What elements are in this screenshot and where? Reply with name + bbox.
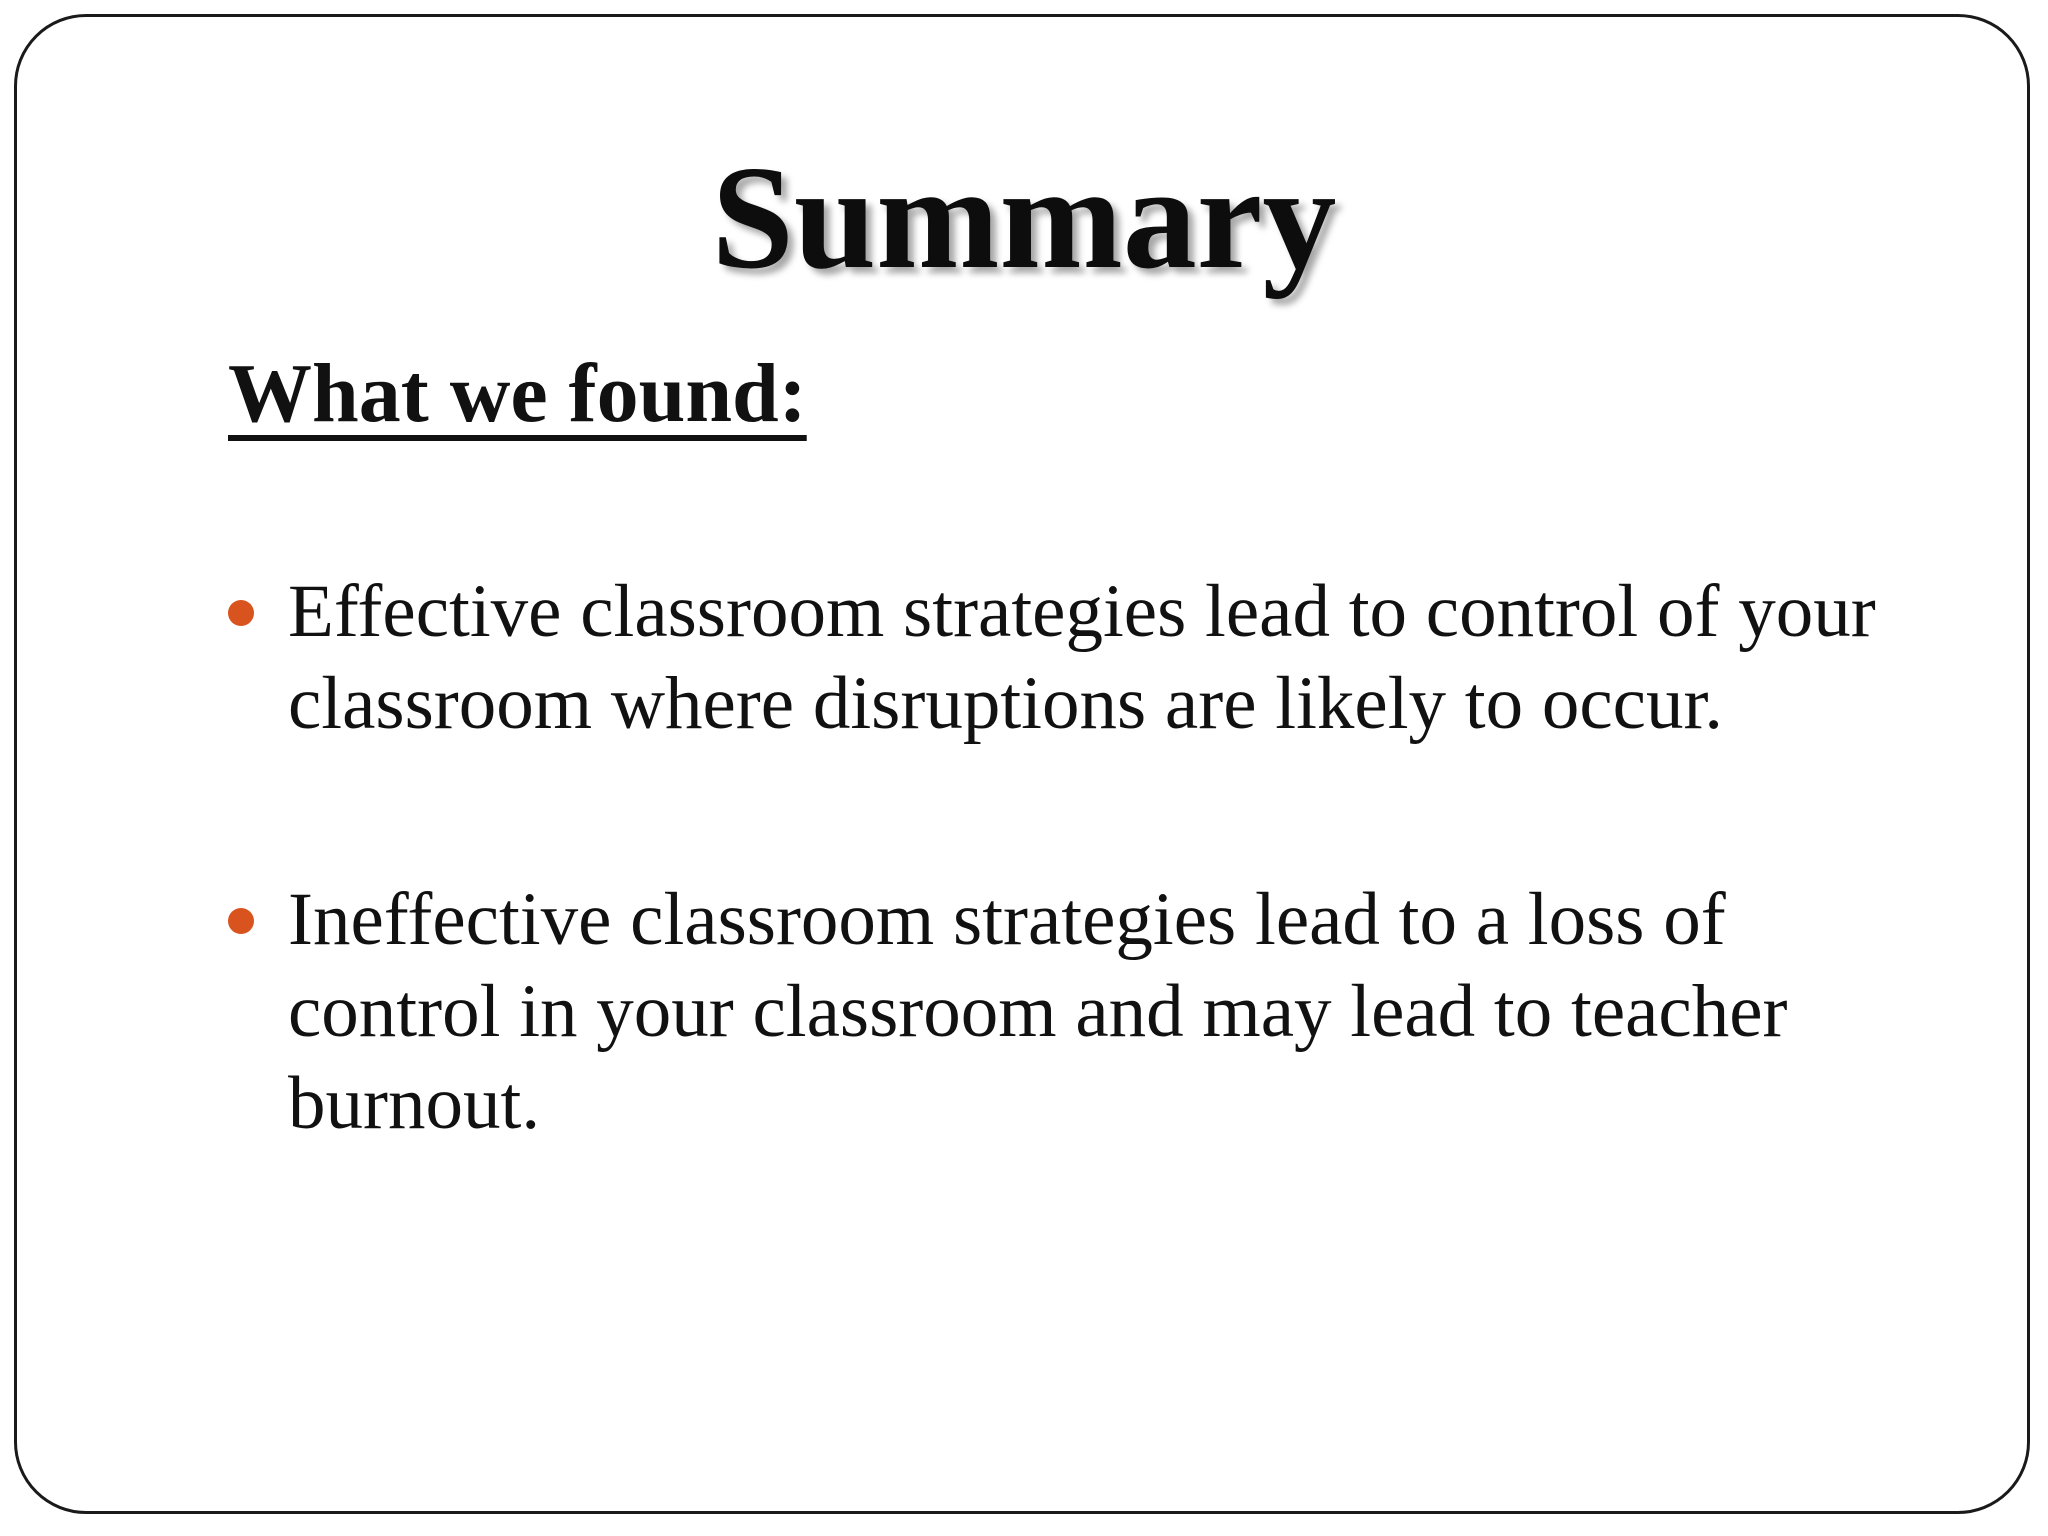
bullet-item (228, 874, 1948, 1150)
bullet-text: Ineffective classroom strategies lead to a loss of control in your classroom and may lead to teacher burnout. (288, 878, 1788, 1145)
bullet-dot-icon (228, 908, 254, 934)
bullet-item (228, 566, 1948, 750)
slide-title: Summary (711, 136, 1337, 300)
bullet-dot-icon (228, 600, 254, 626)
section-subheading: What we found: (228, 347, 807, 440)
bullet-text: Effective classroom strategies lead to control of your classroom where disruptions are likely to occur. (288, 570, 1876, 745)
bullet-list (228, 566, 1948, 1274)
